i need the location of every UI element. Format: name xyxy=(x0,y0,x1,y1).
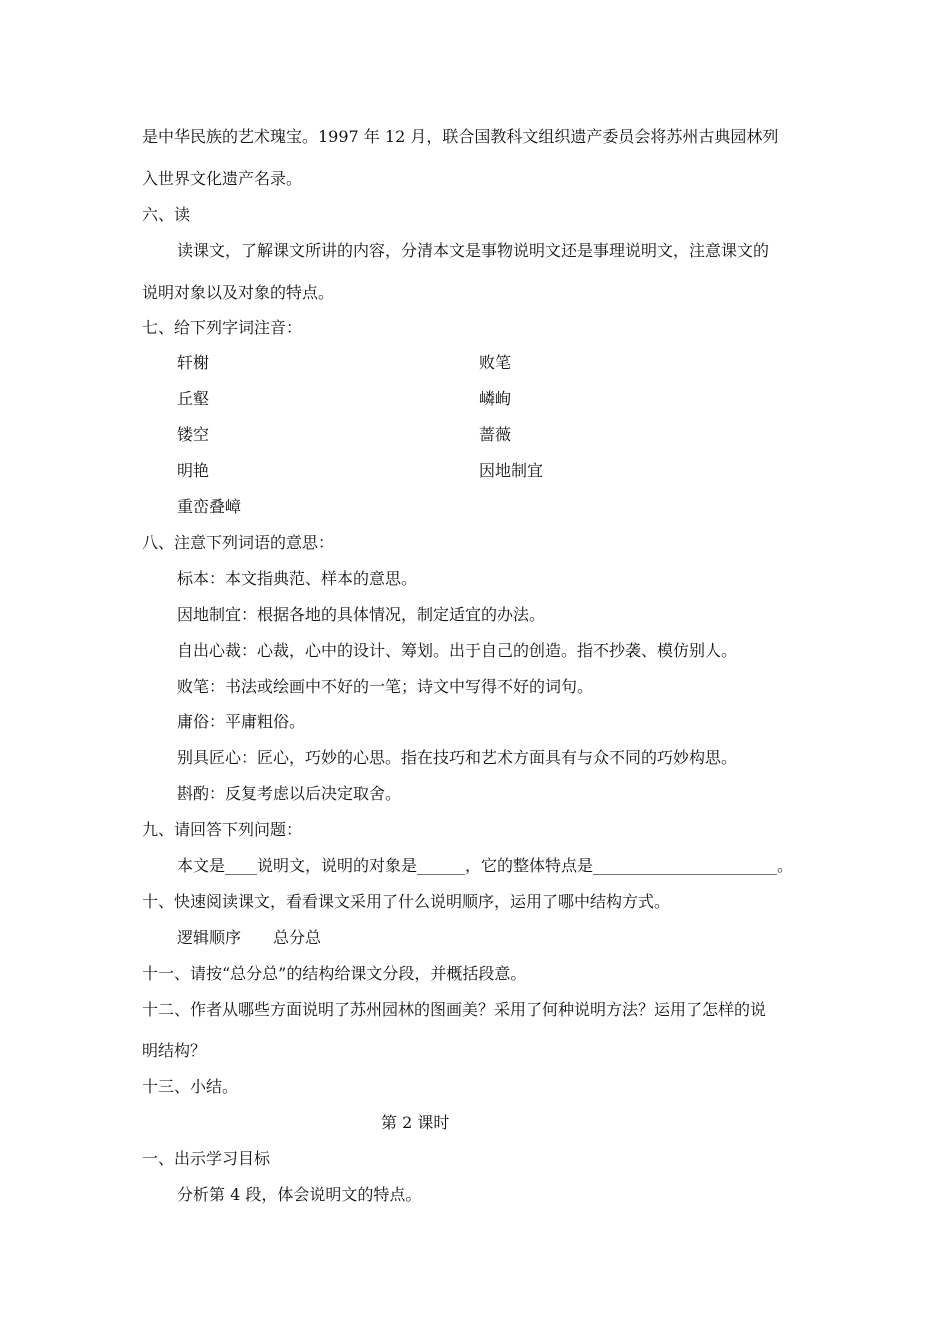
definition-item: 别具匠心：匠心，巧妙的心思。指在技巧和艺术方面具有与众不同的巧妙构思。 xyxy=(177,748,738,767)
section-9-heading: 九、请回答下列问题： xyxy=(142,820,303,839)
section-11-heading: 十一、请按“总分总”的结构给课文分段，并概括段意。 xyxy=(142,964,527,983)
lesson-2-title: 第 2 课时 xyxy=(381,1113,450,1132)
intro-line-1: 是中华民族的艺术瑰宝。1997 年 12 月，联合国教科文组织遗产委员会将苏州古典园林列 xyxy=(142,127,779,146)
section-6-heading: 六、读 xyxy=(142,205,191,224)
word-item: 轩榭 xyxy=(177,353,210,372)
section-6-paragraph-line-2: 说明对象以及对象的特点。 xyxy=(142,283,335,302)
word-item: 蔷薇 xyxy=(479,425,512,444)
definition-item: 斟酌：反复考虑以后决定取舍。 xyxy=(177,784,402,803)
section-8-heading: 八、注意下列词语的意思： xyxy=(142,533,335,552)
intro-line-2: 入世界文化遗产名录。 xyxy=(142,169,303,188)
lesson-2-section-1-heading: 一、出示学习目标 xyxy=(142,1149,271,1168)
definition-item: 庸俗：平庸粗俗。 xyxy=(177,712,306,731)
section-7-heading: 七、给下列字词注音： xyxy=(142,318,303,337)
section-13-heading: 十三、小结。 xyxy=(142,1077,239,1096)
word-item: 重峦叠嶂 xyxy=(177,497,242,516)
definition-item: 败笔：书法或绘画中不好的一笔；诗文中写得不好的词句。 xyxy=(177,677,594,696)
definition-item: 因地制宜：根据各地的具体情况，制定适宜的办法。 xyxy=(177,605,546,624)
section-10-answer: 逻辑顺序 总分总 xyxy=(177,928,322,947)
word-item: 因地制宜 xyxy=(479,461,544,480)
word-item: 丘壑 xyxy=(177,389,210,408)
definition-item: 标本：本文指典范、样本的意思。 xyxy=(177,569,418,588)
section-10-heading: 十、快速阅读课文，看看课文采用了什么说明顺序，运用了哪中结构方式。 xyxy=(142,892,671,911)
section-9-question: 本文是____说明文，说明的对象是______，它的整体特点是_______________________。 xyxy=(177,856,794,875)
section-12-heading-line-2: 明结构？ xyxy=(142,1041,207,1060)
word-item: 嶙峋 xyxy=(479,389,512,408)
word-item: 镂空 xyxy=(177,425,210,444)
lesson-2-section-1-text: 分析第 4 段，体会说明文的特点。 xyxy=(177,1185,422,1204)
section-12-heading-line-1: 十二、作者从哪些方面说明了苏州园林的图画美？采用了何种说明方法？运用了怎样的说 xyxy=(142,1000,767,1019)
section-6-paragraph-line-1: 读课文，了解课文所讲的内容，分清本文是事物说明文还是事理说明文，注意课文的 xyxy=(177,241,770,260)
word-item: 败笔 xyxy=(479,353,512,372)
definition-item: 自出心裁：心裁，心中的设计、筹划。出于自己的创造。指不抄袭、模仿别人。 xyxy=(177,641,738,660)
word-item: 明艳 xyxy=(177,461,210,480)
